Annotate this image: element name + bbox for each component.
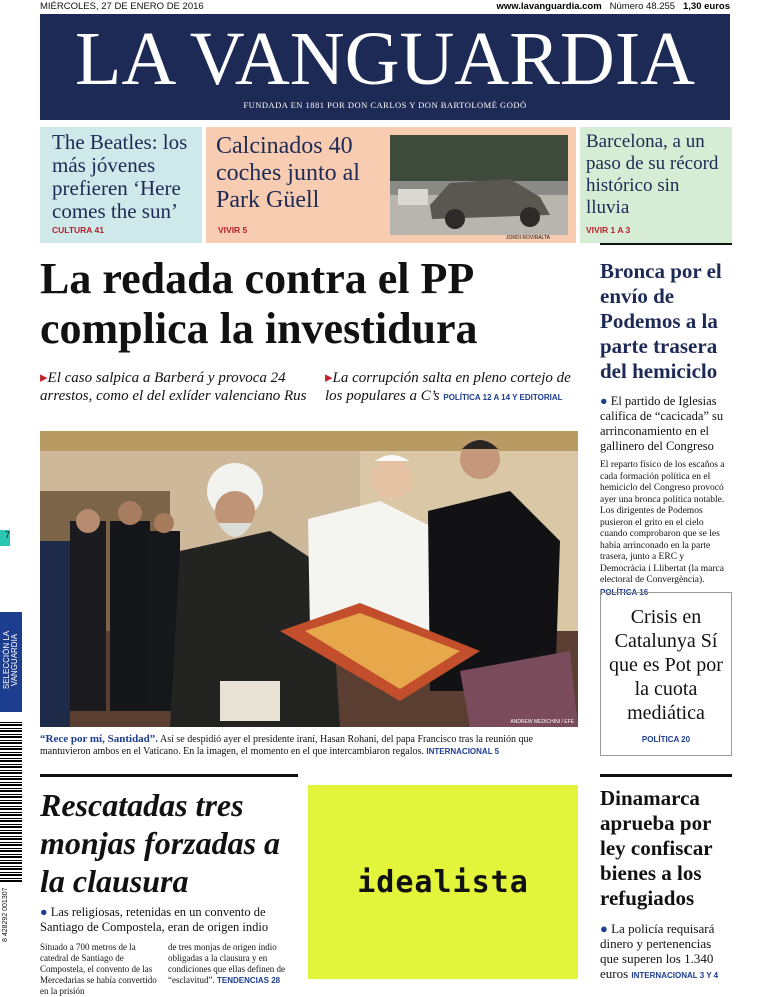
edge-number: 7 bbox=[0, 530, 10, 546]
teaser-headline: Calcinados 40 coches junto al Park Güell bbox=[216, 133, 360, 213]
photo-credit: JORDI ROVIRALTA bbox=[506, 235, 550, 241]
section-tag[interactable]: POLÍTICA 16 bbox=[600, 587, 649, 597]
side-lead: ● La policía requisará dinero y pertenencias que superen los 1.340 euros INTERNACIONAL 3 Y 4 bbox=[600, 921, 719, 981]
teaser-headline: Barcelona, a un paso de su récord histórico sin lluvia bbox=[586, 131, 719, 218]
side-headline: Crisis en Catalunya Sí que es Pot por la cuota mediática bbox=[609, 606, 723, 724]
teaser-barcelona[interactable] bbox=[580, 127, 732, 243]
header-bar bbox=[40, 1, 730, 13]
seleccion-label: SELECCIÓN LA VANGUARDIA bbox=[2, 630, 19, 690]
side-story-podemos[interactable] bbox=[600, 259, 732, 599]
section-tag[interactable]: POLÍTICA 12 A 14 Y EDITORIAL bbox=[443, 393, 563, 402]
newspaper-name: LA VANGUARDIA bbox=[74, 17, 696, 101]
side-headline: Dinamarca aprueba por ley confiscar bienes a los refugiados bbox=[600, 786, 713, 910]
story-col-2: de tres monjas de origen indio obligadas a la clausura y en condiciones que ellas definen de “esclavitud”. TENDENCIAS 28 bbox=[168, 942, 285, 985]
barcode bbox=[0, 722, 22, 882]
barcode-number: 8 428292 001307 bbox=[2, 887, 9, 942]
teaser-beatles[interactable] bbox=[40, 127, 202, 243]
photo-caption: “Rece por mí, Santidad”. Así se despidió ayer el presidente iraní, Hasan Rohani, del papa Francisco tras la reunión que mantuvieron ambos en el Vaticano. En la imagen, el momento en el que intercambiaron regalos. INTERNACIONAL 5 bbox=[40, 733, 533, 757]
barcode-number-wrap bbox=[0, 884, 22, 944]
masthead bbox=[40, 14, 730, 120]
idealista-ad[interactable] bbox=[308, 785, 578, 979]
teaser-park-guell[interactable] bbox=[206, 127, 576, 243]
story-lead: ● Las religiosas, retenidas en un convento de Santiago de Compostela, eran de origen indio bbox=[40, 905, 269, 934]
section-tag[interactable]: INTERNACIONAL 3 Y 4 bbox=[631, 971, 719, 980]
seleccion-badge bbox=[0, 612, 22, 712]
divider bbox=[600, 243, 732, 245]
main-subhead-1: ▸El caso salpica a Barberá y provoca 24 arrestos, como el del exlíder valenciano Rus bbox=[40, 370, 307, 404]
side-story-crisis[interactable] bbox=[600, 592, 732, 756]
teaser-section: VIVIR 5 bbox=[218, 225, 248, 235]
main-subhead-2: ▸La corrupción salta en pleno cortejo de los populares a C’s POLÍTICA 12 A 14 Y EDITORIAL bbox=[325, 370, 571, 404]
main-headline[interactable]: La redada contra el PP complica la investidura bbox=[40, 254, 478, 353]
ad-brand: idealista bbox=[357, 864, 529, 900]
burned-car-photo bbox=[390, 135, 568, 235]
story-headline[interactable]: Rescatadas tres monjas forzadas a la clausura bbox=[40, 787, 281, 899]
founded-line: FUNDADA EN 1881 POR DON CARLOS Y DON BARTOLOMÉ GODÓ bbox=[243, 100, 527, 110]
side-lead: ● El partido de Iglesias califica de “cacicada” su arrinconamiento en el gallinero del Congreso bbox=[600, 394, 724, 453]
side-headline: Bronca por el envío de Podemos a la parte trasera del hemiciclo bbox=[600, 259, 722, 383]
divider bbox=[600, 774, 732, 777]
section-tag[interactable]: INTERNACIONAL 5 bbox=[426, 747, 500, 756]
issue-number: Número 48.255 bbox=[609, 1, 676, 12]
side-body: El reparto físico de los escaños a cada formación política en el hemiciclo del Congreso provocó ayer una bronca política notable. Los dirigentes de Podemos pusieron el grito en el cielo cuando comprobaron que se les había arrinconado en la parte trasera, junto a ERC y Democràcia i Llibertat (la marca electoral de Convergència). POLÍTICA 16 bbox=[600, 460, 725, 597]
teaser-section: CULTURA 41 bbox=[52, 225, 104, 235]
price: 1,30 euros bbox=[683, 1, 730, 12]
divider bbox=[40, 774, 298, 777]
section-tag[interactable]: POLÍTICA 20 bbox=[641, 735, 691, 744]
date: MIÉRCOLES, 27 DE ENERO DE 2016 bbox=[40, 1, 204, 12]
section-tag[interactable]: TENDENCIAS 28 bbox=[216, 976, 281, 985]
main-photo bbox=[40, 431, 578, 727]
caption-quote: “Rece por mí, Santidad”. bbox=[40, 733, 159, 745]
teaser-headline: The Beatles: los más jóvenes prefieren ‘Here comes the sun’ bbox=[52, 130, 188, 223]
teaser-section: VIVIR 1 A 3 bbox=[586, 225, 631, 235]
website-link[interactable]: www.lavanguardia.com bbox=[496, 1, 602, 12]
story-col-1: Situado a 700 metros de la catedral de Santiago de Compostela, el convento de las Mercedarias se había convertido en la prisión bbox=[40, 942, 157, 996]
side-story-dinamarca[interactable] bbox=[600, 786, 732, 983]
photo-credit: ANDREW MEDICHINI / EFE bbox=[510, 719, 574, 725]
